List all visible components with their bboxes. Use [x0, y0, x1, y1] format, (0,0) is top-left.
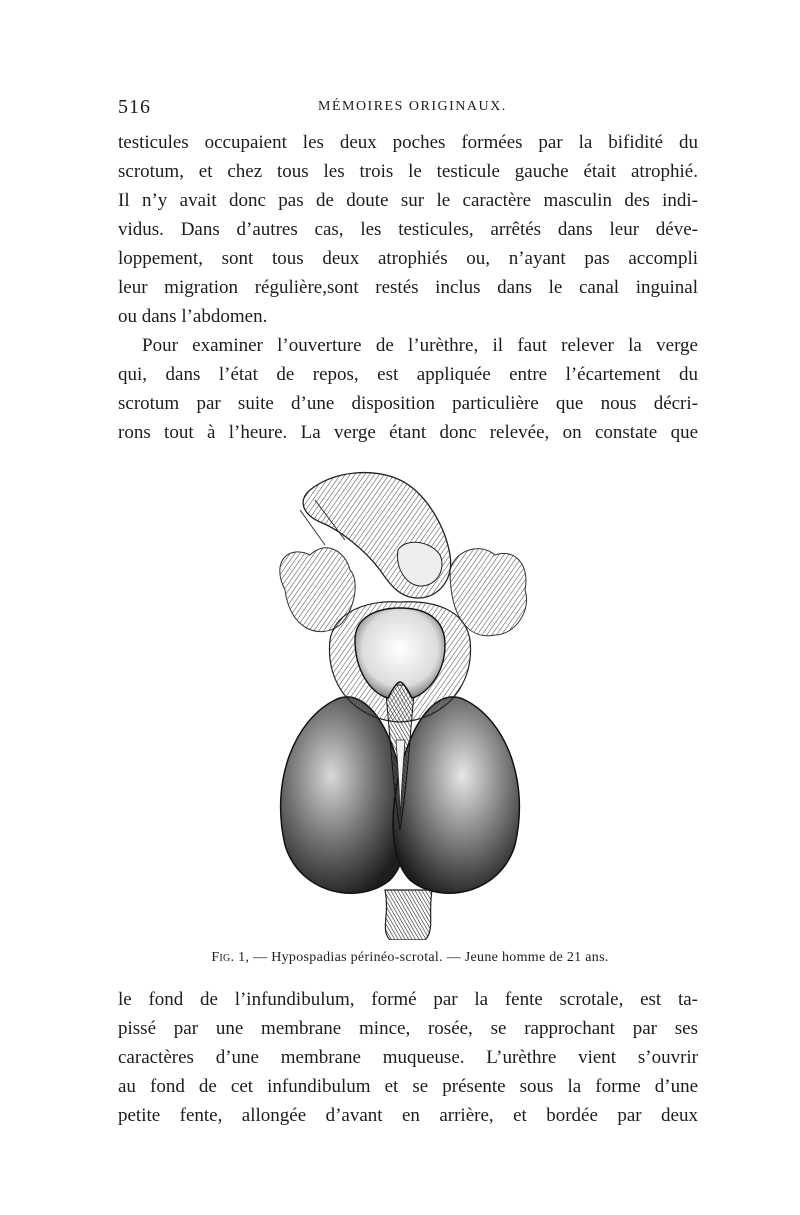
text-line: petite fente, allongée d’avant en arrière, et bordée par deux	[118, 1105, 698, 1126]
text-line: Pour examiner l’ouverture de l’urèthre, il faut relever la verge	[142, 335, 698, 356]
text-line: caractères d’une membrane muqueuse. L’urèthre vient s’ouvrir	[118, 1047, 698, 1068]
page-number: 516	[118, 96, 151, 118]
text-line: testicules occupaient les deux poches formées par la bifidité du	[118, 132, 698, 153]
left-scrotal-pouch	[281, 697, 407, 893]
text-line: scrotum, et chez tous les trois le testicule gauche était atrophié.	[118, 161, 698, 182]
text-line: leur migration régulière,sont restés inclus dans le canal inguinal	[118, 277, 698, 298]
text-line: au fond de cet infundibulum et se présente sous la forme d’une	[118, 1076, 698, 1097]
text-line: rons tout à l’heure. La verge étant donc relevée, on constate que	[118, 422, 698, 443]
text-line: qui, dans l’état de repos, est appliquée entre l’écartement du	[118, 364, 698, 385]
engraving-illustration	[240, 450, 560, 940]
paragraph-block-top	[118, 128, 698, 447]
text-line: pissé par une membrane mince, rosée, se rapprochant par ses	[118, 1018, 698, 1039]
figure-label: Fig. 1,	[211, 950, 250, 965]
figure-caption-text: — Hypospadias périnéo-scrotal. — Jeune homme de 21 ans.	[253, 950, 609, 965]
figure-caption	[120, 950, 700, 966]
paragraph-block-bottom	[118, 985, 698, 1130]
text-line: ou dans l’abdomen.	[118, 306, 268, 327]
text-line: scrotum par suite d’une disposition particulière que nous décri-	[118, 393, 698, 414]
right-scrotal-pouch	[393, 697, 519, 893]
perineum-stem	[385, 890, 432, 940]
text-line: vidus. Dans d’autres cas, les testicules, arrêtés dans leur déve-	[118, 219, 698, 240]
running-title: MÉMOIRES ORIGINAUX.	[318, 99, 507, 114]
anatomical-engraving	[240, 450, 560, 940]
running-head	[118, 96, 698, 120]
text-line: Il n’y avait donc pas de doute sur le caractère masculin des indi-	[118, 190, 698, 211]
text-line: le fond de l’infundibulum, formé par la fente scrotale, est ta-	[118, 989, 698, 1010]
text-line: loppement, sont tous deux atrophiés ou, n’ayant pas accompli	[118, 248, 698, 269]
